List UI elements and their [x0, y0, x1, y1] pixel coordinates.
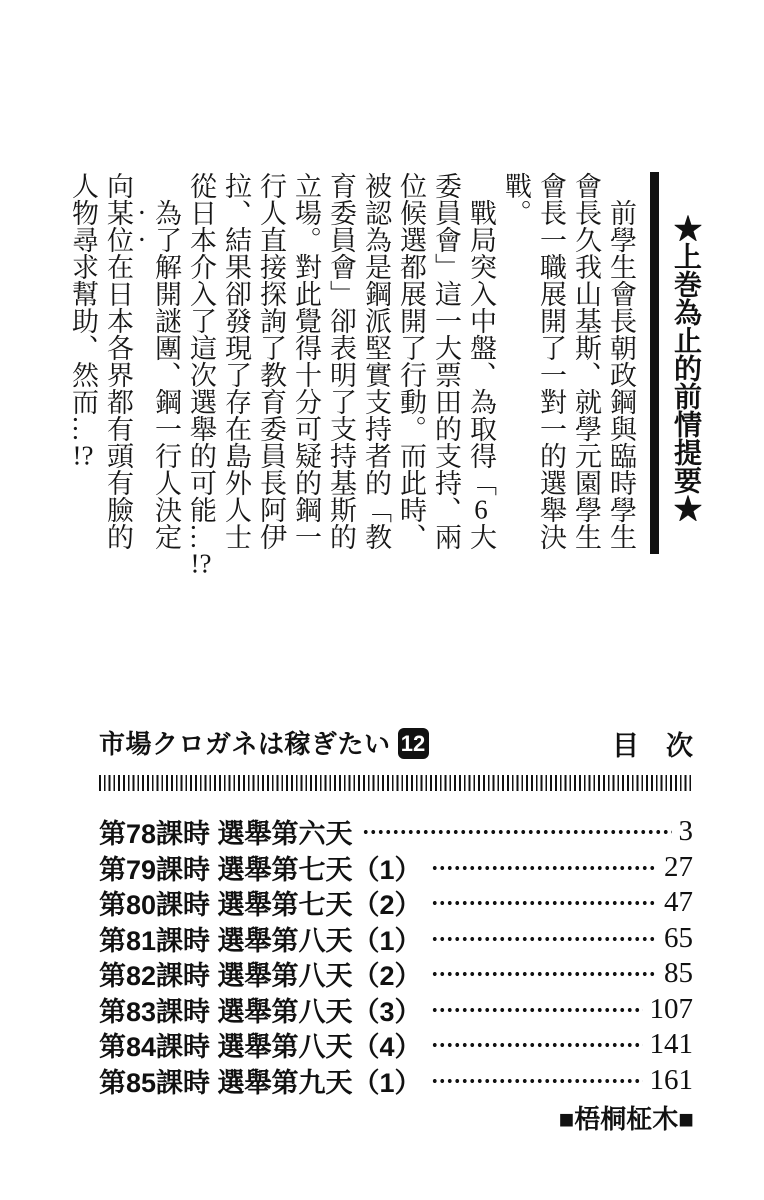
recap-text-column: 人物尋求幫助、然而…!? — [68, 172, 98, 469]
page-number: 107 — [649, 992, 693, 1025]
author-credit: ■梧桐柾木■ — [558, 1104, 694, 1134]
recap-text-column: 行人直接探詢了教育委員長阿伊 — [256, 172, 286, 550]
dot-leader — [431, 1027, 643, 1063]
chapter-title: 第84課時 選舉第八天（4） — [99, 1032, 422, 1063]
chapter-title: 第79課時 選舉第七天（1） — [99, 854, 422, 885]
toc-list — [99, 814, 693, 1098]
recap-text-column: 前學生會長朝政鋼與臨時學生 — [606, 172, 636, 550]
volume-number-badge: 12 — [398, 728, 429, 759]
emphasis-dotted-text: 某位 — [103, 199, 133, 253]
page-number: 3 — [678, 815, 693, 848]
tatechuyoko-glyph: !? — [190, 550, 212, 577]
recap-heading: ★上巻為止的前情提要★ — [671, 214, 702, 522]
toc-heading: 目 次 — [612, 731, 693, 761]
recap-text-column: 被認為是鋼派堅實支持者的「教 — [361, 172, 391, 550]
recap-text-column: 向某位在日本各界都有頭有臉的 — [103, 172, 133, 550]
tatechuyoko-glyph: !? — [72, 442, 94, 469]
recap-section — [65, 172, 704, 577]
toc-entry — [99, 814, 693, 850]
page-number: 85 — [664, 957, 693, 990]
tatechuyoko-glyph: 6 — [474, 496, 488, 523]
toc-section — [99, 724, 693, 1098]
recap-body — [65, 172, 638, 577]
recap-text-column: 育委員會」卻表明了支持基斯的 — [326, 172, 356, 550]
chapter-title: 第83課時 選舉第八天（3） — [99, 996, 422, 1027]
toc-entry — [99, 992, 693, 1028]
chapter-title: 第80課時 選舉第七天（2） — [99, 890, 422, 921]
recap-text-column: 立場。對此覺得十分可疑的鋼一 — [291, 172, 321, 550]
page-number: 27 — [664, 850, 693, 883]
chapter-title: 第85課時 選舉第九天（1） — [99, 1067, 422, 1098]
toc-entry — [99, 850, 693, 886]
page-number: 65 — [664, 921, 693, 954]
recap-text-column: 會長久我山基斯、就學元園學生 — [571, 172, 601, 550]
recap-text-column: 拉、結果卻發現了存在島外人士 — [221, 172, 251, 550]
toc-entry — [99, 1063, 693, 1099]
chapter-title: 第78課時 選舉第六天 — [99, 819, 353, 850]
toc-entry — [99, 1027, 693, 1063]
dot-leader — [431, 921, 657, 957]
dot-leader — [362, 814, 672, 850]
recap-divider-bar — [650, 172, 659, 554]
series-title: 市場クロガネは稼ぎたい — [99, 728, 391, 759]
recap-text-column: 戰。 — [501, 172, 531, 226]
dot-leader — [431, 885, 657, 921]
stripe-divider — [99, 775, 693, 791]
page-number: 47 — [664, 886, 693, 919]
recap-text-column: 位候選都展開了行動。而此時、 — [396, 172, 426, 550]
dot-leader — [431, 956, 657, 992]
recap-text-column: 會長一職展開了一對一的選舉決 — [536, 172, 566, 550]
recap-text-column: 委員會」這一大票田的支持、兩 — [431, 172, 461, 550]
recap-text-column: 從日本介入了這次選舉的可能…!? — [186, 172, 216, 577]
recap-text-column: 為了解開謎團、鋼一行人決定 — [151, 172, 181, 550]
chapter-title: 第81課時 選舉第八天（1） — [99, 925, 422, 956]
chapter-title: 第82課時 選舉第八天（2） — [99, 961, 422, 992]
dot-leader — [431, 850, 657, 886]
page-number: 141 — [649, 1028, 693, 1061]
toc-entry — [99, 956, 693, 992]
toc-entry — [99, 885, 693, 921]
toc-entry — [99, 921, 693, 957]
dot-leader — [431, 992, 643, 1028]
recap-text-column: 戰局突入中盤、為取得「6大 — [466, 172, 496, 550]
page-number: 161 — [649, 1063, 693, 1096]
toc-header — [99, 724, 693, 763]
dot-leader — [431, 1063, 643, 1099]
